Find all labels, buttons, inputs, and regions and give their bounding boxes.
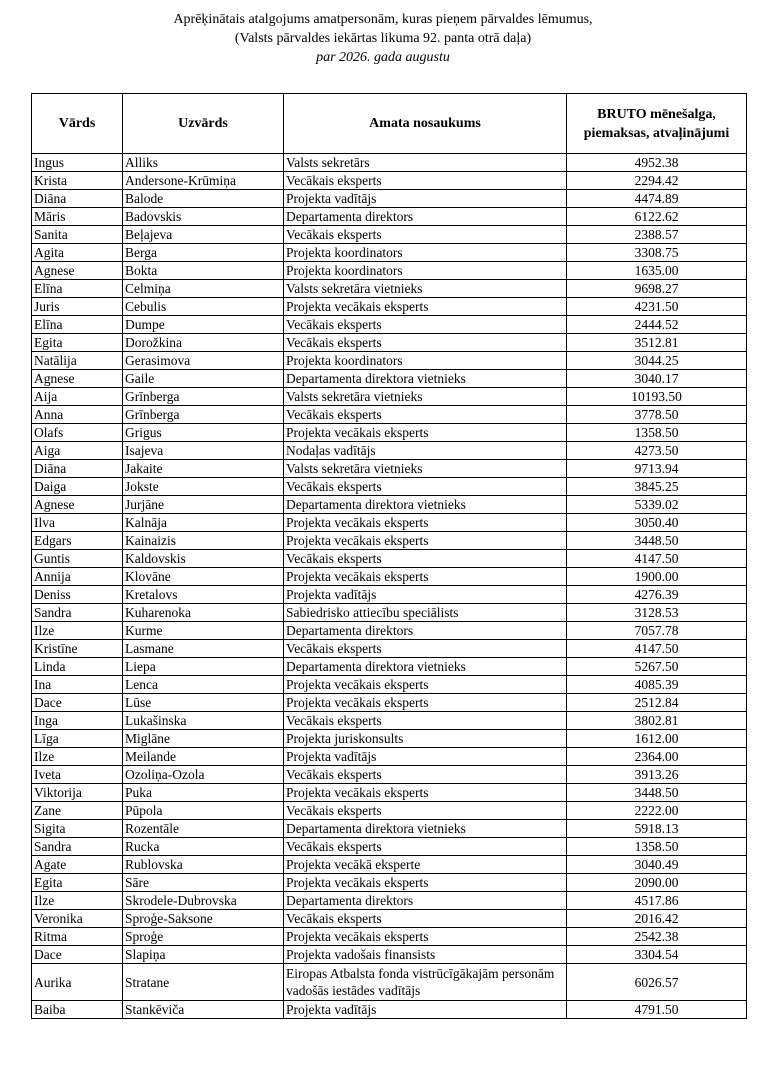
cell-gross-pay: 1900.00 (567, 568, 747, 586)
cell-last-name: Pūpola (123, 802, 284, 820)
cell-last-name: Celmiņa (123, 280, 284, 298)
cell-first-name: Olafs (32, 424, 123, 442)
cell-gross-pay: 2090.00 (567, 874, 747, 892)
cell-first-name: Iveta (32, 766, 123, 784)
cell-first-name: Egita (32, 874, 123, 892)
document-title-line-1: Aprēķinātais atalgojums amatpersonām, kuras pieņem pārvaldes lēmumus, (173, 12, 593, 27)
cell-gross-pay: 2542.38 (567, 928, 747, 946)
cell-last-name: Lukašinska (123, 712, 284, 730)
cell-position: Vecākais eksperts (284, 640, 567, 658)
cell-gross-pay: 3040.17 (567, 370, 747, 388)
column-header-position: Amata nosaukums (284, 94, 567, 154)
table-row (32, 856, 747, 874)
cell-gross-pay: 1358.50 (567, 424, 747, 442)
cell-gross-pay: 5267.50 (567, 658, 747, 676)
table-row (32, 190, 747, 208)
cell-last-name: Stratane (123, 964, 284, 1001)
table-row (32, 460, 747, 478)
cell-position: Vecākais eksperts (284, 478, 567, 496)
table-row (32, 748, 747, 766)
salary-table (31, 93, 747, 1019)
cell-position: Vecākais eksperts (284, 316, 567, 334)
cell-last-name: Gerasimova (123, 352, 284, 370)
cell-first-name: Viktorija (32, 784, 123, 802)
cell-last-name: Bokta (123, 262, 284, 280)
cell-position: Projekta vecākais eksperts (284, 928, 567, 946)
cell-first-name: Ina (32, 676, 123, 694)
cell-last-name: Jokste (123, 478, 284, 496)
table-row (32, 784, 747, 802)
cell-gross-pay: 2294.42 (567, 172, 747, 190)
cell-position: Valsts sekretāra vietnieks (284, 388, 567, 406)
cell-last-name: Lūse (123, 694, 284, 712)
cell-last-name: Ozoliņa-Ozola (123, 766, 284, 784)
cell-first-name: Dace (32, 946, 123, 964)
cell-gross-pay: 2512.84 (567, 694, 747, 712)
table-row (32, 928, 747, 946)
cell-gross-pay: 6026.57 (567, 964, 747, 1001)
cell-first-name: Sigita (32, 820, 123, 838)
cell-position: Nodaļas vadītājs (284, 442, 567, 460)
cell-position: Vecākais eksperts (284, 712, 567, 730)
cell-last-name: Rucka (123, 838, 284, 856)
cell-last-name: Sāre (123, 874, 284, 892)
cell-position: Departamenta direktora vietnieks (284, 820, 567, 838)
table-row (32, 1001, 747, 1019)
table-row (32, 478, 747, 496)
cell-position: Projekta juriskonsults (284, 730, 567, 748)
table-row (32, 910, 747, 928)
cell-gross-pay: 4517.86 (567, 892, 747, 910)
cell-last-name: Grīnberga (123, 406, 284, 424)
cell-position: Vecākais eksperts (284, 802, 567, 820)
table-row (32, 676, 747, 694)
cell-last-name: Slapiņa (123, 946, 284, 964)
cell-first-name: Agita (32, 244, 123, 262)
cell-first-name: Veronika (32, 910, 123, 928)
cell-first-name: Agnese (32, 496, 123, 514)
cell-position: Departamenta direktora vietnieks (284, 370, 567, 388)
cell-position: Departamenta direktors (284, 622, 567, 640)
cell-position: Vecākais eksperts (284, 910, 567, 928)
cell-last-name: Balode (123, 190, 284, 208)
table-row (32, 604, 747, 622)
cell-first-name: Aija (32, 388, 123, 406)
column-header-last-name: Uzvārds (123, 94, 284, 154)
cell-last-name: Klovāne (123, 568, 284, 586)
cell-last-name: Sproģe-Saksone (123, 910, 284, 928)
cell-gross-pay: 3304.54 (567, 946, 747, 964)
cell-position: Vecākais eksperts (284, 838, 567, 856)
cell-last-name: Jakaite (123, 460, 284, 478)
cell-gross-pay: 4273.50 (567, 442, 747, 460)
cell-last-name: Lasmane (123, 640, 284, 658)
table-row (32, 766, 747, 784)
cell-gross-pay: 1635.00 (567, 262, 747, 280)
cell-last-name: Beļajeva (123, 226, 284, 244)
cell-position: Vecākais eksperts (284, 406, 567, 424)
cell-position: Projekta vadītājs (284, 748, 567, 766)
table-header-row (32, 94, 747, 154)
cell-first-name: Elīna (32, 280, 123, 298)
cell-first-name: Sanita (32, 226, 123, 244)
cell-position: Projekta vecākais eksperts (284, 514, 567, 532)
cell-position: Projekta vadītājs (284, 190, 567, 208)
cell-first-name: Krista (32, 172, 123, 190)
cell-first-name: Līga (32, 730, 123, 748)
cell-gross-pay: 6122.62 (567, 208, 747, 226)
table-row (32, 838, 747, 856)
cell-position: Vecākais eksperts (284, 334, 567, 352)
table-row (32, 712, 747, 730)
cell-first-name: Deniss (32, 586, 123, 604)
table-row (32, 154, 747, 172)
table-row (32, 640, 747, 658)
table-row (32, 280, 747, 298)
cell-gross-pay: 4474.89 (567, 190, 747, 208)
cell-position: Vecākais eksperts (284, 226, 567, 244)
cell-position: Projekta koordinators (284, 262, 567, 280)
table-row (32, 802, 747, 820)
cell-position: Departamenta direktora vietnieks (284, 496, 567, 514)
table-row (32, 568, 747, 586)
table-row (32, 694, 747, 712)
cell-last-name: Kalnāja (123, 514, 284, 532)
cell-last-name: Meilande (123, 748, 284, 766)
cell-gross-pay: 9713.94 (567, 460, 747, 478)
table-row (32, 226, 747, 244)
cell-first-name: Edgars (32, 532, 123, 550)
cell-gross-pay: 2388.57 (567, 226, 747, 244)
cell-first-name: Ilze (32, 748, 123, 766)
cell-position: Sabiedrisko attiecību speciālists (284, 604, 567, 622)
cell-position: Vecākais eksperts (284, 172, 567, 190)
cell-first-name: Diāna (32, 190, 123, 208)
cell-position: Projekta vecākā eksperte (284, 856, 567, 874)
table-row (32, 316, 747, 334)
cell-gross-pay: 4276.39 (567, 586, 747, 604)
table-row (32, 352, 747, 370)
cell-gross-pay: 3845.25 (567, 478, 747, 496)
cell-last-name: Liepa (123, 658, 284, 676)
cell-position: Projekta koordinators (284, 352, 567, 370)
table-row (32, 424, 747, 442)
cell-last-name: Sproģe (123, 928, 284, 946)
cell-first-name: Inga (32, 712, 123, 730)
cell-first-name: Aiga (32, 442, 123, 460)
cell-gross-pay: 3308.75 (567, 244, 747, 262)
cell-last-name: Berga (123, 244, 284, 262)
cell-first-name: Natālija (32, 352, 123, 370)
cell-position: Projekta vecākais eksperts (284, 676, 567, 694)
cell-last-name: Isajeva (123, 442, 284, 460)
cell-first-name: Ingus (32, 154, 123, 172)
cell-gross-pay: 4085.39 (567, 676, 747, 694)
cell-gross-pay: 5918.13 (567, 820, 747, 838)
table-body (32, 154, 747, 1019)
cell-first-name: Aurika (32, 964, 123, 1001)
cell-gross-pay: 3512.81 (567, 334, 747, 352)
table-row (32, 388, 747, 406)
cell-position: Projekta koordinators (284, 244, 567, 262)
cell-gross-pay: 10193.50 (567, 388, 747, 406)
cell-gross-pay: 1358.50 (567, 838, 747, 856)
cell-gross-pay: 3802.81 (567, 712, 747, 730)
table-row (32, 550, 747, 568)
cell-first-name: Sandra (32, 838, 123, 856)
document-title-line-2: (Valsts pārvaldes iekārtas likuma 92. panta otrā daļa) (234, 31, 532, 46)
cell-last-name: Rozentāle (123, 820, 284, 838)
cell-last-name: Kurme (123, 622, 284, 640)
cell-first-name: Ritma (32, 928, 123, 946)
cell-gross-pay: 7057.78 (567, 622, 747, 640)
cell-first-name: Dace (32, 694, 123, 712)
table-row (32, 208, 747, 226)
cell-last-name: Kretalovs (123, 586, 284, 604)
cell-gross-pay: 5339.02 (567, 496, 747, 514)
cell-position: Valsts sekretāra vietnieks (284, 460, 567, 478)
cell-gross-pay: 1612.00 (567, 730, 747, 748)
cell-gross-pay: 4147.50 (567, 640, 747, 658)
table-row (32, 622, 747, 640)
table-row (32, 892, 747, 910)
cell-gross-pay: 4231.50 (567, 298, 747, 316)
cell-position: Valsts sekretāra vietnieks (284, 280, 567, 298)
cell-position: Vecākais eksperts (284, 550, 567, 568)
table-row (32, 586, 747, 604)
cell-position: Projekta vecākais eksperts (284, 874, 567, 892)
cell-last-name: Kaldovskis (123, 550, 284, 568)
cell-gross-pay: 3040.49 (567, 856, 747, 874)
cell-last-name: Lenca (123, 676, 284, 694)
cell-position: Projekta vadītājs (284, 1001, 567, 1019)
table-row (32, 820, 747, 838)
cell-last-name: Kuharenoka (123, 604, 284, 622)
cell-first-name: Māris (32, 208, 123, 226)
cell-gross-pay: 4952.38 (567, 154, 747, 172)
cell-first-name: Daiga (32, 478, 123, 496)
cell-first-name: Linda (32, 658, 123, 676)
cell-position: Eiropas Atbalsta fonda vistrūcīgākajām personām vadošās iestādes vadītājs (284, 964, 567, 1001)
table-row (32, 406, 747, 424)
cell-gross-pay: 2364.00 (567, 748, 747, 766)
cell-first-name: Ilze (32, 892, 123, 910)
cell-first-name: Elīna (32, 316, 123, 334)
cell-last-name: Jurjāne (123, 496, 284, 514)
cell-last-name: Rublovska (123, 856, 284, 874)
table-row (32, 244, 747, 262)
cell-position: Departamenta direktors (284, 208, 567, 226)
cell-position: Valsts sekretārs (284, 154, 567, 172)
cell-gross-pay: 2444.52 (567, 316, 747, 334)
cell-position: Projekta vecākais eksperts (284, 784, 567, 802)
cell-last-name: Dumpe (123, 316, 284, 334)
table-row (32, 532, 747, 550)
table-row (32, 874, 747, 892)
cell-last-name: Dorožkina (123, 334, 284, 352)
cell-first-name: Guntis (32, 550, 123, 568)
cell-position: Projekta vadītājs (284, 586, 567, 604)
cell-last-name: Grīnberga (123, 388, 284, 406)
cell-gross-pay: 3913.26 (567, 766, 747, 784)
cell-last-name: Gaile (123, 370, 284, 388)
cell-last-name: Badovskis (123, 208, 284, 226)
cell-last-name: Puka (123, 784, 284, 802)
cell-position: Departamenta direktors (284, 892, 567, 910)
table-row (32, 946, 747, 964)
cell-last-name: Alliks (123, 154, 284, 172)
document-period: par 2026. gada augustu (316, 50, 450, 65)
table-row (32, 496, 747, 514)
table-row (32, 730, 747, 748)
cell-first-name: Anna (32, 406, 123, 424)
cell-last-name: Kainaizis (123, 532, 284, 550)
cell-first-name: Agnese (32, 262, 123, 280)
cell-last-name: Stankēviča (123, 1001, 284, 1019)
cell-position: Vecākais eksperts (284, 766, 567, 784)
cell-gross-pay: 4791.50 (567, 1001, 747, 1019)
cell-gross-pay: 3128.53 (567, 604, 747, 622)
cell-first-name: Annija (32, 568, 123, 586)
table-row (32, 658, 747, 676)
cell-first-name: Agnese (32, 370, 123, 388)
cell-first-name: Kristīne (32, 640, 123, 658)
column-header-first-name: Vārds (32, 94, 123, 154)
cell-first-name: Egita (32, 334, 123, 352)
table-row (32, 262, 747, 280)
cell-last-name: Miglāne (123, 730, 284, 748)
cell-gross-pay: 3044.25 (567, 352, 747, 370)
cell-gross-pay: 4147.50 (567, 550, 747, 568)
cell-position: Departamenta direktora vietnieks (284, 658, 567, 676)
cell-position: Projekta vecākais eksperts (284, 568, 567, 586)
cell-last-name: Andersone-Krūmiņa (123, 172, 284, 190)
cell-last-name: Skrodele-Dubrovska (123, 892, 284, 910)
cell-gross-pay: 3778.50 (567, 406, 747, 424)
cell-gross-pay: 3448.50 (567, 784, 747, 802)
table-row (32, 334, 747, 352)
cell-first-name: Sandra (32, 604, 123, 622)
table-row (32, 298, 747, 316)
column-header-gross-pay: BRUTO mēnešalga, piemaksas, atvaļinājumi (567, 94, 747, 154)
cell-gross-pay: 3448.50 (567, 532, 747, 550)
cell-position: Projekta vecākais eksperts (284, 298, 567, 316)
table-row (32, 370, 747, 388)
table-row (32, 514, 747, 532)
cell-position: Projekta vecākais eksperts (284, 424, 567, 442)
cell-gross-pay: 2222.00 (567, 802, 747, 820)
cell-first-name: Baiba (32, 1001, 123, 1019)
table-row (32, 964, 747, 1001)
cell-first-name: Juris (32, 298, 123, 316)
cell-first-name: Agate (32, 856, 123, 874)
cell-gross-pay: 9698.27 (567, 280, 747, 298)
cell-gross-pay: 2016.42 (567, 910, 747, 928)
cell-position: Projekta vadošais finansists (284, 946, 567, 964)
table-row (32, 172, 747, 190)
cell-first-name: Diāna (32, 460, 123, 478)
cell-last-name: Grigus (123, 424, 284, 442)
cell-gross-pay: 3050.40 (567, 514, 747, 532)
cell-last-name: Cebulis (123, 298, 284, 316)
cell-first-name: Zane (32, 802, 123, 820)
cell-first-name: Ilva (32, 514, 123, 532)
cell-first-name: Ilze (32, 622, 123, 640)
cell-position: Projekta vecākais eksperts (284, 532, 567, 550)
table-row (32, 442, 747, 460)
cell-position: Projekta vecākais eksperts (284, 694, 567, 712)
